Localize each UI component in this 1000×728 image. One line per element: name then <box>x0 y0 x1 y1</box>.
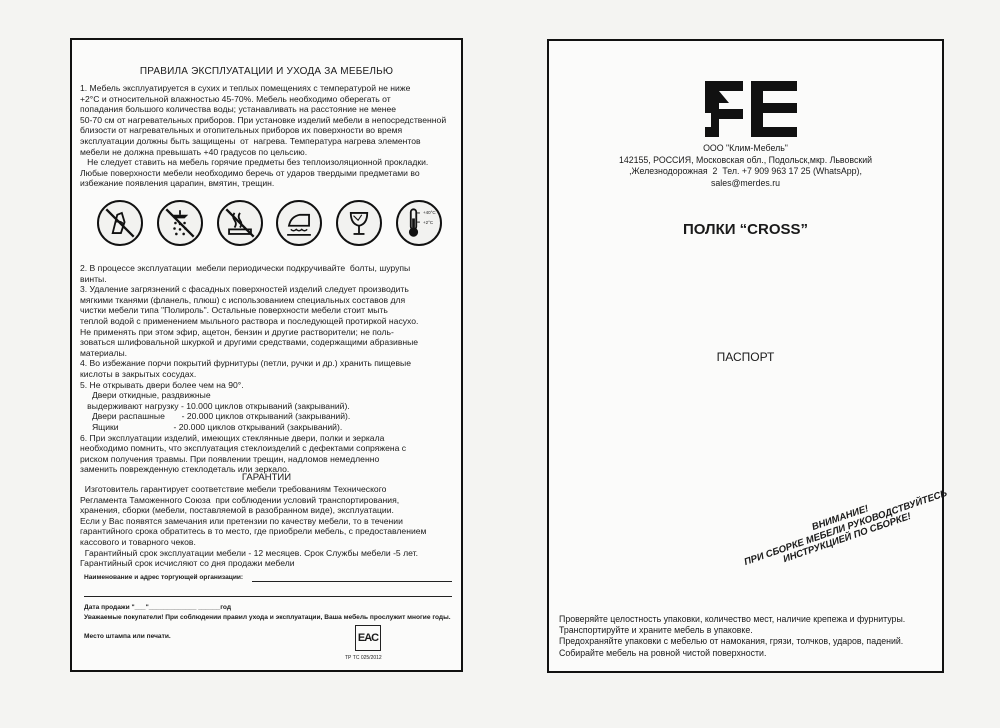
packaging-instructions: Проверяйте целостность упаковки, количество мест, наличие крепежа и фурнитуры. Транспортируйте и храните мебель в упаковке. Предохраняйте упаковки с мебелью от намокания, грязи, толчков, ударов, падений. Собирайте мебель на ровной чистой поверхности. <box>559 614 906 658</box>
eac-caption: ТР ТС 025/2012 <box>345 655 382 661</box>
thermometer-min-label: +2°C <box>422 220 434 225</box>
eac-mark-icon: EAC <box>355 625 381 651</box>
thermometer-max-label: +40°C <box>422 210 436 215</box>
no-heat-icon <box>217 200 263 246</box>
seller-line-2 <box>84 596 452 597</box>
no-shower-icon <box>157 200 203 246</box>
customer-notice: Уважаемые покупатели! При соблюдении правил ухода и эксплуатации, Ваша мебель прослужит многие годы. <box>84 614 451 621</box>
care-icons-row <box>97 200 442 254</box>
guarantee-text: Изготовитель гарантирует соответствие мебели требованиям Технического Регламента Таможенного Союза при соблюдении условий транспортирования, хранения, сборки (мебели, поставляемой в разобранном виде), эксплуатации. Если у Вас появятся замечания или претензии по качеству мебели, то в течении гарантийного срока обратитесь в то место, где приобрели мебель, с предоставлением кассового и товарного чеков. Гарантийный срок эксплуатации мебели - 12 месяцев. Срок Службы мебели -5 лет. Гарантийный срок исчисляют со дня продажи мебели <box>80 484 427 569</box>
no-hand-wash-icon <box>97 200 143 246</box>
product-title: ПОЛКИ “CROSS” <box>682 221 809 238</box>
no-iron-icon <box>276 200 322 246</box>
no-glass-icon <box>336 200 382 246</box>
care-rules-title: ПРАВИЛА ЭКСПЛУАТАЦИИ И УХОДА ЗА МЕБЕЛЬЮ <box>139 66 394 77</box>
care-rules-paragraph-1: 1. Мебель эксплуатируется в сухих и теплых помещениях с температурой не ниже +2°С и относительной влажностью 45-70%. Мебель необходимо оберегать от попадания большого количества воды; устанавливать на расстояние не менее 50-70 см от нагревательных приборов. При установке изделий мебели в непосредственной близости от нагревательных и отопительных приборов их поверхности во время эксплуатации должны быть защищены от нагрева. Температура нагрева элементов мебели не должна превышать +40 градусов по цельсию. Не следует ставить на мебель горячие предметы без теплоизоляционной прокладки. Любые поверхности мебели необходимо беречь от ударов твердыми предметами во избежание появления царапин, вмятин, трещин. <box>80 83 447 189</box>
company-logo-icon <box>697 77 805 141</box>
thermometer-icon <box>396 200 442 246</box>
care-rules-page <box>70 38 463 672</box>
seller-line <box>252 581 452 582</box>
company-details: ООО "Клим-Мебель" 142155, РОССИЯ, Московская обл., Подольск,мкр. Львовский ,Железнодорожная 2 Тел. +7 909 963 17 25 (WhatsApp), sales@merdes.ru <box>618 143 873 188</box>
seller-label: Наименование и адрес торгующей организации: <box>84 574 244 581</box>
sale-date-label: Дата продажи "___"_____________ ______год <box>84 604 232 611</box>
care-rules-paragraph-2: 2. В процессе эксплуатации мебели периодически подкручивайте болты, шурупы винты. 3. Удаление загрязнений с фасадных поверхностей изделий следует производить мягкими тканями (фланель, плюш) с использованием специальных составов для чистки мебели типа "Полироль". Остальные поверхности мебели стоит мыть теплой водой с применением мыльного раствора и последующей протиркой насухо. Не применять при этом эфир, ацетон, бензин и другие растворители; не поль- зоваться шлифовальной шкуркой и другими средствами, содержащими абразивные материалы. 4. Во избежание порчи покрытий фурнитуры (петли, ручки и др.) хранить пищевые кислоты в закрытых сосудах. 5. Не открывать двери более чем на 90°. Двери откидные, раздвижные выдерживают нагрузку - 10.000 циклов открываний (закрываний). Двери распашные - 20.000 циклов открываний (закрываний). Ящики - 20.000 циклов открываний (закрываний). 6. При эксплуатации изделий, имеющих стеклянные двери, полки и зеркала необходимо помнить, что эксплуатация стеклоизделий с дефектами сопряжена с риском получения травмы. При появлении трещин, надломов немедленно заменить поврежденную стеклодеталь или зеркало. <box>80 263 419 475</box>
passport-cover-page <box>547 39 949 673</box>
assembly-warning: ВНИМАНИЕ! ПРИ СБОРКЕ МЕБЕЛИ РУКОВОДСТВУЙТЕСЬ ИНСТРУКЦИЕЙ ПО СБОРКЕ! <box>742 487 949 568</box>
passport-label: ПАСПОРТ <box>716 350 775 364</box>
guarantee-title: ГАРАНТИИ <box>241 472 292 483</box>
stamp-label: Место штампа или печати. <box>84 633 171 640</box>
